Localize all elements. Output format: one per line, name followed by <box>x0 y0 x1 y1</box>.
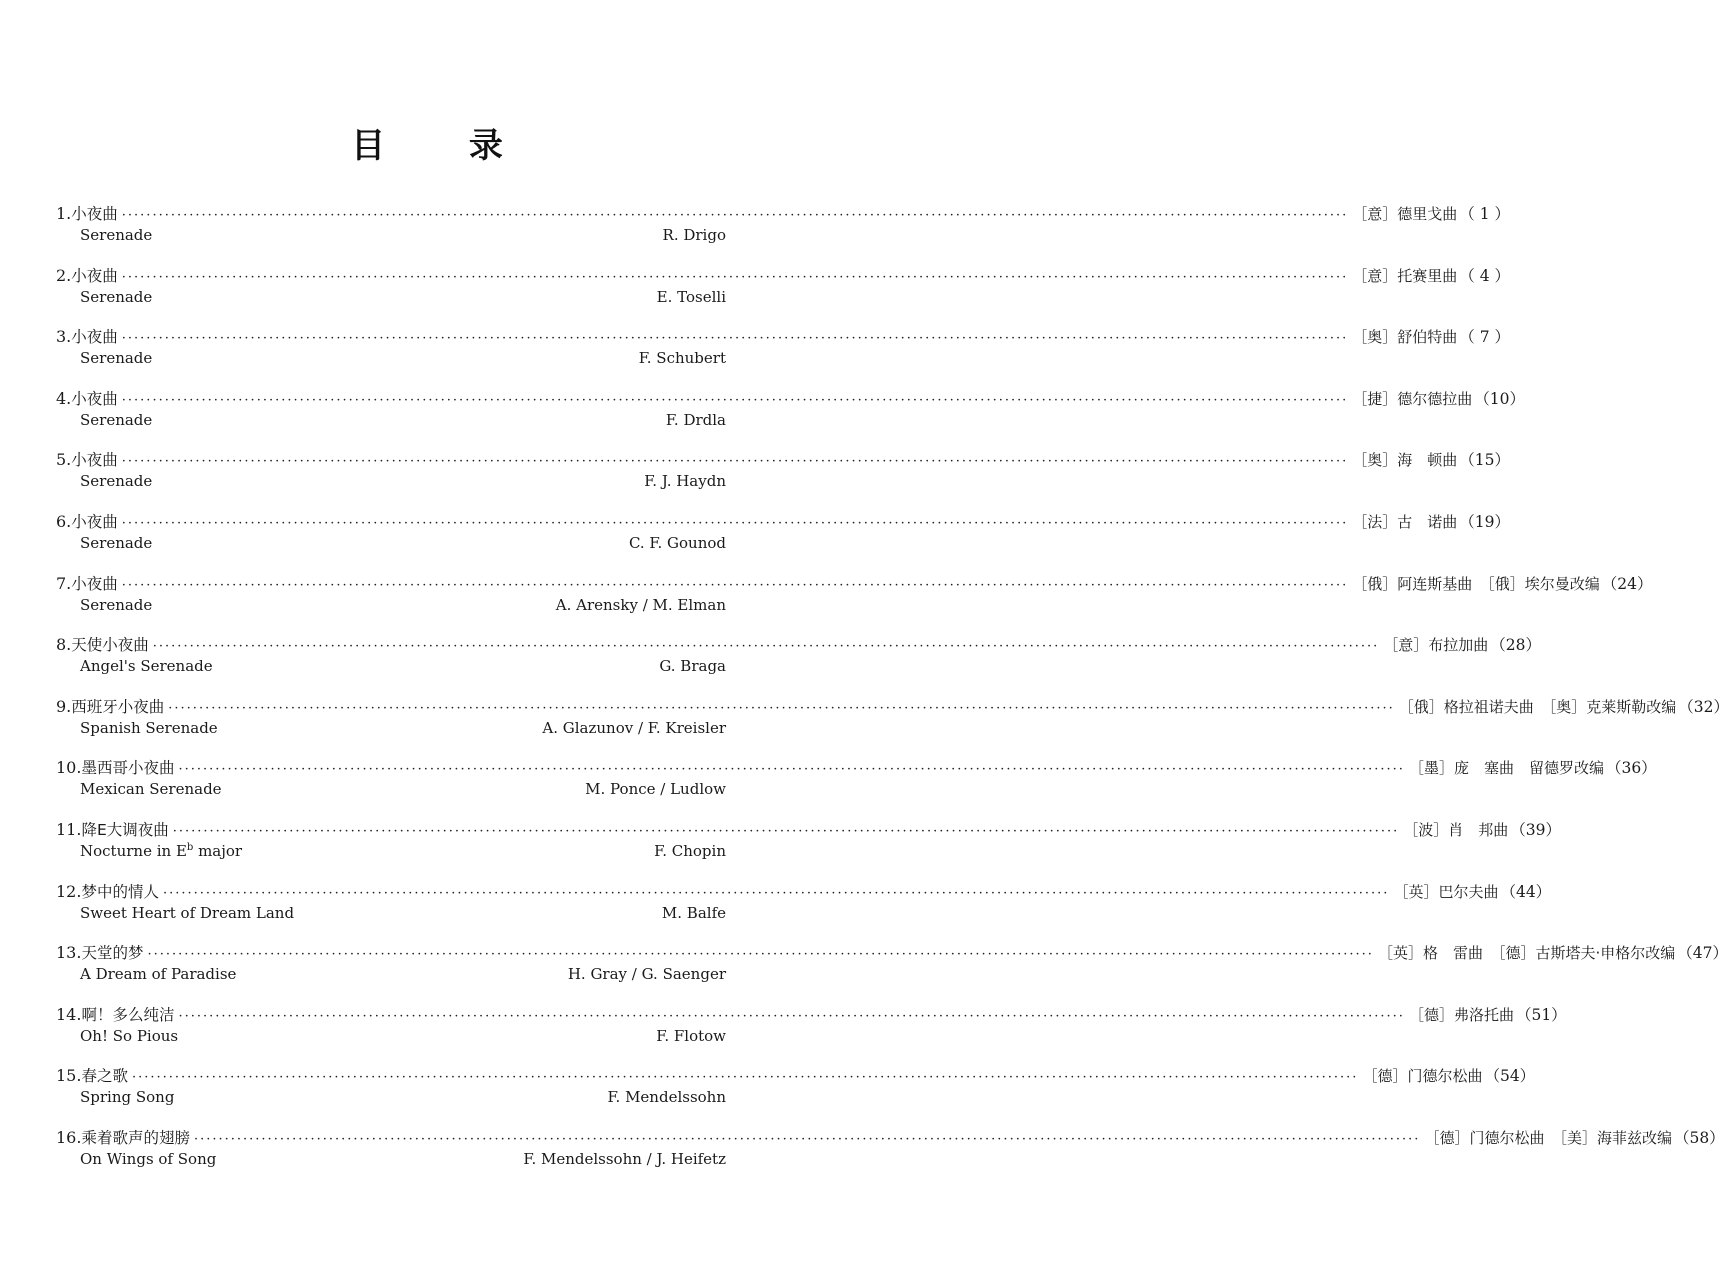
entry-number: 7. <box>56 573 72 593</box>
entry-composer-cn: ［俄］阿连斯基曲 ［俄］埃尔曼改编 <box>1352 574 1600 593</box>
toc-entry[interactable] <box>56 1126 1725 1188</box>
entry-title-cn: 小夜曲 <box>71 574 118 593</box>
toc-entry-sub-line <box>56 226 786 248</box>
entry-title-en <box>56 288 152 310</box>
toc-entry[interactable] <box>56 510 1510 572</box>
toc-entry[interactable] <box>56 756 1657 818</box>
entry-title-en <box>56 472 152 494</box>
entry-title-en-text: Spring Song <box>80 1088 175 1107</box>
entry-title-en <box>56 1088 174 1110</box>
entry-title-en-text: Spanish Serenade <box>80 718 218 737</box>
entry-title-cn: 春之歌 <box>81 1067 128 1086</box>
entry-title-en <box>56 411 152 433</box>
entry-composer-en: G. Braga <box>659 657 726 676</box>
entry-composer-en: H. Gray / G. Saenger <box>567 965 726 984</box>
toc-entry-sub-line <box>56 596 786 618</box>
entry-title-cn: 降E大调夜曲 <box>81 820 169 839</box>
toc-entry-sub-line <box>56 904 786 926</box>
entry-title-cn: 乘着歌声的翅膀 <box>81 1128 190 1147</box>
entry-number: 3. <box>56 327 72 347</box>
entry-title-cn: 小夜曲 <box>71 328 118 347</box>
toc-entry-main-line <box>56 448 1510 472</box>
dot-leader: ········································································································································································································ <box>178 762 1405 778</box>
entry-title-en <box>56 965 236 987</box>
toc-entry-main-line <box>56 202 1510 226</box>
entry-title-cn: 天堂的梦 <box>81 944 144 963</box>
entry-composer-cn: ［意］布拉加曲 <box>1383 636 1489 655</box>
dot-leader: ········································································································································································································ <box>131 1070 1359 1086</box>
entry-title-en <box>56 1027 178 1049</box>
entry-composer-en: C. F. Gounod <box>628 533 726 552</box>
entry-title-en-text: Mexican Serenade <box>80 780 222 799</box>
toc-entry[interactable] <box>56 325 1510 387</box>
dot-leader: ········································································································································································································ <box>121 515 1349 531</box>
entry-title-en <box>56 349 152 371</box>
toc-entry[interactable] <box>56 387 1525 449</box>
toc-entry[interactable] <box>56 202 1510 264</box>
toc-entry-sub-line <box>56 1150 786 1172</box>
entry-title-en <box>56 657 213 679</box>
entry-page-number: （54） <box>1484 1067 1536 1086</box>
entry-title-en-text: Serenade <box>80 533 153 552</box>
dot-leader: ········································································································································································································ <box>121 392 1349 408</box>
toc-entry-sub-line <box>56 1027 786 1049</box>
entry-composer-cn: ［波］肖 邦曲 <box>1403 820 1509 839</box>
entry-page-number: （44） <box>1500 882 1552 901</box>
entry-title-cn: 小夜曲 <box>71 451 118 470</box>
entry-page-number: （ 7 ） <box>1459 328 1510 347</box>
entry-composer-cn: ［俄］格拉祖诺夫曲 ［奥］克莱斯勒改编 <box>1398 697 1677 716</box>
toc-entry-main-line <box>56 325 1510 349</box>
entry-title-en-text: Serenade <box>80 472 153 491</box>
entry-title-cn: 小夜曲 <box>71 389 118 408</box>
toc-entry-main-line <box>56 941 1728 965</box>
entry-composer-en: E. Toselli <box>656 287 726 306</box>
toc-entry[interactable] <box>56 572 1653 634</box>
toc-entry[interactable] <box>56 264 1510 326</box>
toc-entry[interactable] <box>56 880 1552 942</box>
entry-page-number: （ 4 ） <box>1459 266 1510 285</box>
toc-entry-sub-line <box>56 719 786 741</box>
dot-leader: ········································································································································································································ <box>121 331 1349 347</box>
toc-entry-main-line <box>56 880 1552 904</box>
entry-composer-en: M. Balfe <box>661 903 726 922</box>
entry-composer-en: F. Mendelssohn / J. Heifetz <box>523 1149 726 1168</box>
entry-composer-en: A. Glazunov / F. Kreisler <box>542 718 726 737</box>
dot-leader: ········································································································································································································ <box>121 454 1349 470</box>
entry-title-en-text: Oh! So Pious <box>80 1026 179 1045</box>
entry-title-en-text: A Dream of Paradise <box>80 965 237 984</box>
entry-number: 11. <box>56 819 82 839</box>
entry-composer-en: R. Drigo <box>662 226 726 244</box>
toc-entry-main-line <box>56 572 1653 596</box>
entry-composer-cn: ［英］巴尔夫曲 <box>1393 882 1499 901</box>
entry-composer-cn: ［奥］海 顿曲 <box>1352 451 1458 470</box>
entry-title-cn: 小夜曲 <box>71 205 118 223</box>
entry-composer-en: F. J. Haydn <box>644 472 726 491</box>
dot-leader: ········································································································································································································ <box>152 639 1380 655</box>
entry-page-number: （10） <box>1474 389 1525 408</box>
entry-title-en-text: Serenade <box>80 226 153 244</box>
entry-page-number: （24） <box>1601 574 1653 593</box>
toc-entry-sub-line <box>56 411 786 433</box>
entry-composer-cn: ［奥］舒伯特曲 <box>1352 328 1458 347</box>
dot-leader: ········································································································································································································ <box>121 269 1349 285</box>
toc-entry-sub-line <box>56 534 786 556</box>
toc-entry-sub-line <box>56 349 786 371</box>
toc-entry[interactable] <box>56 941 1728 1003</box>
entry-page-number: （51） <box>1515 1005 1567 1024</box>
entry-number: 15. <box>56 1066 82 1086</box>
toc-entry-sub-line <box>56 1088 786 1110</box>
toc-entry-main-line <box>56 264 1510 288</box>
entry-title-cn: 小夜曲 <box>71 266 118 285</box>
toc-entry[interactable] <box>56 695 1729 757</box>
entry-number: 13. <box>56 943 82 963</box>
entry-title-en <box>56 842 242 864</box>
entry-title-cn: 西班牙小夜曲 <box>71 697 165 716</box>
toc-entry-main-line <box>56 695 1729 719</box>
entry-title-en <box>56 534 152 556</box>
dot-leader: ········································································································································································································ <box>162 885 1390 901</box>
dot-leader: ········································································································································································································ <box>121 577 1349 593</box>
entry-composer-cn: ［意］德里戈曲 <box>1352 205 1458 223</box>
toc-entry-main-line <box>56 1126 1725 1150</box>
entry-number: 14. <box>56 1004 82 1024</box>
entry-number: 9. <box>56 696 72 716</box>
entry-page-number: （36） <box>1605 759 1657 778</box>
entry-number: 16. <box>56 1127 82 1147</box>
entry-title-en <box>56 904 294 926</box>
entry-title-en <box>56 780 222 802</box>
entry-title-en <box>56 1150 216 1172</box>
entry-composer-cn: ［墨］庞 塞曲 留德罗改编 <box>1408 759 1604 778</box>
page-title: 目 录 <box>351 126 539 166</box>
entry-title-en-text: Sweet Heart of Dream Land <box>80 903 295 922</box>
dot-leader: ········································································································································································································ <box>168 700 1395 716</box>
entry-title-en-text: On Wings of Song <box>80 1149 217 1168</box>
toc-entry[interactable] <box>56 633 1541 695</box>
entry-composer-en: F. Drdla <box>665 410 726 429</box>
toc-entry-sub-line <box>56 842 786 864</box>
entry-number: 5. <box>56 450 72 470</box>
entry-composer-cn: ［捷］德尔德拉曲 <box>1352 389 1473 408</box>
entry-title-cn: 梦中的情人 <box>81 882 159 901</box>
entry-title-en-text: Angel's Serenade <box>80 657 213 676</box>
entry-title-en <box>56 596 152 618</box>
entry-composer-cn: ［意］托赛里曲 <box>1352 266 1458 285</box>
flat-sign: b <box>186 841 194 853</box>
entry-number: 2. <box>56 265 72 285</box>
entry-composer-cn: ［德］门德尔松曲 <box>1362 1067 1483 1086</box>
entry-page-number: （47） <box>1677 944 1728 963</box>
dot-leader: ········································································································································································································ <box>121 208 1349 223</box>
toc-entry-main-line <box>56 1064 1536 1088</box>
toc-entry-sub-line <box>56 780 786 802</box>
dot-leader: ········································································································································································································ <box>193 1131 1421 1147</box>
entry-composer-cn: ［英］格 雷曲 ［德］古斯塔夫·申格尔改编 <box>1377 944 1676 963</box>
entry-title-en <box>56 719 218 741</box>
entry-composer-en: A. Arensky / M. Elman <box>555 595 726 614</box>
dot-leader: ········································································································································································································ <box>172 823 1400 839</box>
entry-title-en-text: Serenade <box>80 287 153 306</box>
toc-entry-sub-line <box>56 288 786 310</box>
entry-page-number: （58） <box>1673 1128 1725 1147</box>
entry-page-number: （ 1 ） <box>1459 205 1510 223</box>
entry-number: 10. <box>56 758 82 778</box>
entry-title-en <box>56 226 152 248</box>
entry-number: 12. <box>56 881 82 901</box>
entry-title-cn: 小夜曲 <box>71 512 118 531</box>
toc-entry-main-line <box>56 756 1657 780</box>
entry-title-en-text: Nocturne in E <box>80 841 187 860</box>
toc-entry-sub-line <box>56 657 786 679</box>
toc-entry-main-line <box>56 510 1510 534</box>
table-of-contents <box>56 202 1729 1188</box>
toc-entry-main-line <box>56 387 1525 411</box>
entry-composer-cn: ［德］弗洛托曲 <box>1408 1005 1514 1024</box>
entry-composer-en: M. Ponce / Ludlow <box>585 780 726 799</box>
entry-title-en-suffix: major <box>193 841 243 860</box>
entry-page-number: （32） <box>1678 697 1729 716</box>
entry-title-cn: 墨西哥小夜曲 <box>81 759 175 778</box>
toc-entry[interactable] <box>56 818 1561 880</box>
toc-entry-sub-line <box>56 965 786 987</box>
entry-title-en-text: Serenade <box>80 595 153 614</box>
dot-leader: ········································································································································································································ <box>178 1008 1405 1024</box>
toc-entry-main-line <box>56 1003 1567 1027</box>
toc-entry[interactable] <box>56 1003 1567 1065</box>
entry-number: 8. <box>56 635 72 655</box>
entry-page-number: （15） <box>1459 451 1510 470</box>
toc-entry[interactable] <box>56 448 1510 510</box>
entry-number: 4. <box>56 388 72 408</box>
toc-entry-main-line <box>56 818 1561 842</box>
entry-page-number: （39） <box>1510 820 1561 839</box>
entry-title-en-text: Serenade <box>80 410 153 429</box>
toc-entry-sub-line <box>56 472 786 494</box>
toc-entry-main-line <box>56 633 1541 657</box>
entry-title-cn: 天使小夜曲 <box>71 636 149 655</box>
entry-page-number: （19） <box>1459 512 1510 531</box>
entry-number: 6. <box>56 511 72 531</box>
entry-composer-en: F. Mendelssohn <box>607 1088 726 1107</box>
entry-composer-cn: ［德］门德尔松曲 ［美］海菲兹改编 <box>1424 1128 1672 1147</box>
entry-composer-cn: ［法］古 诺曲 <box>1352 512 1458 531</box>
dot-leader: ········································································································································································································ <box>147 947 1374 963</box>
entry-number: 1. <box>56 204 72 223</box>
entry-page-number: （28） <box>1490 636 1541 655</box>
entry-composer-en: F. Chopin <box>654 841 726 860</box>
entry-composer-en: F. Schubert <box>638 349 726 368</box>
toc-entry[interactable] <box>56 1064 1536 1126</box>
entry-title-en-text: Serenade <box>80 349 153 368</box>
entry-composer-en: F. Flotow <box>656 1026 726 1045</box>
entry-title-cn: 啊！多么纯洁 <box>81 1005 175 1024</box>
